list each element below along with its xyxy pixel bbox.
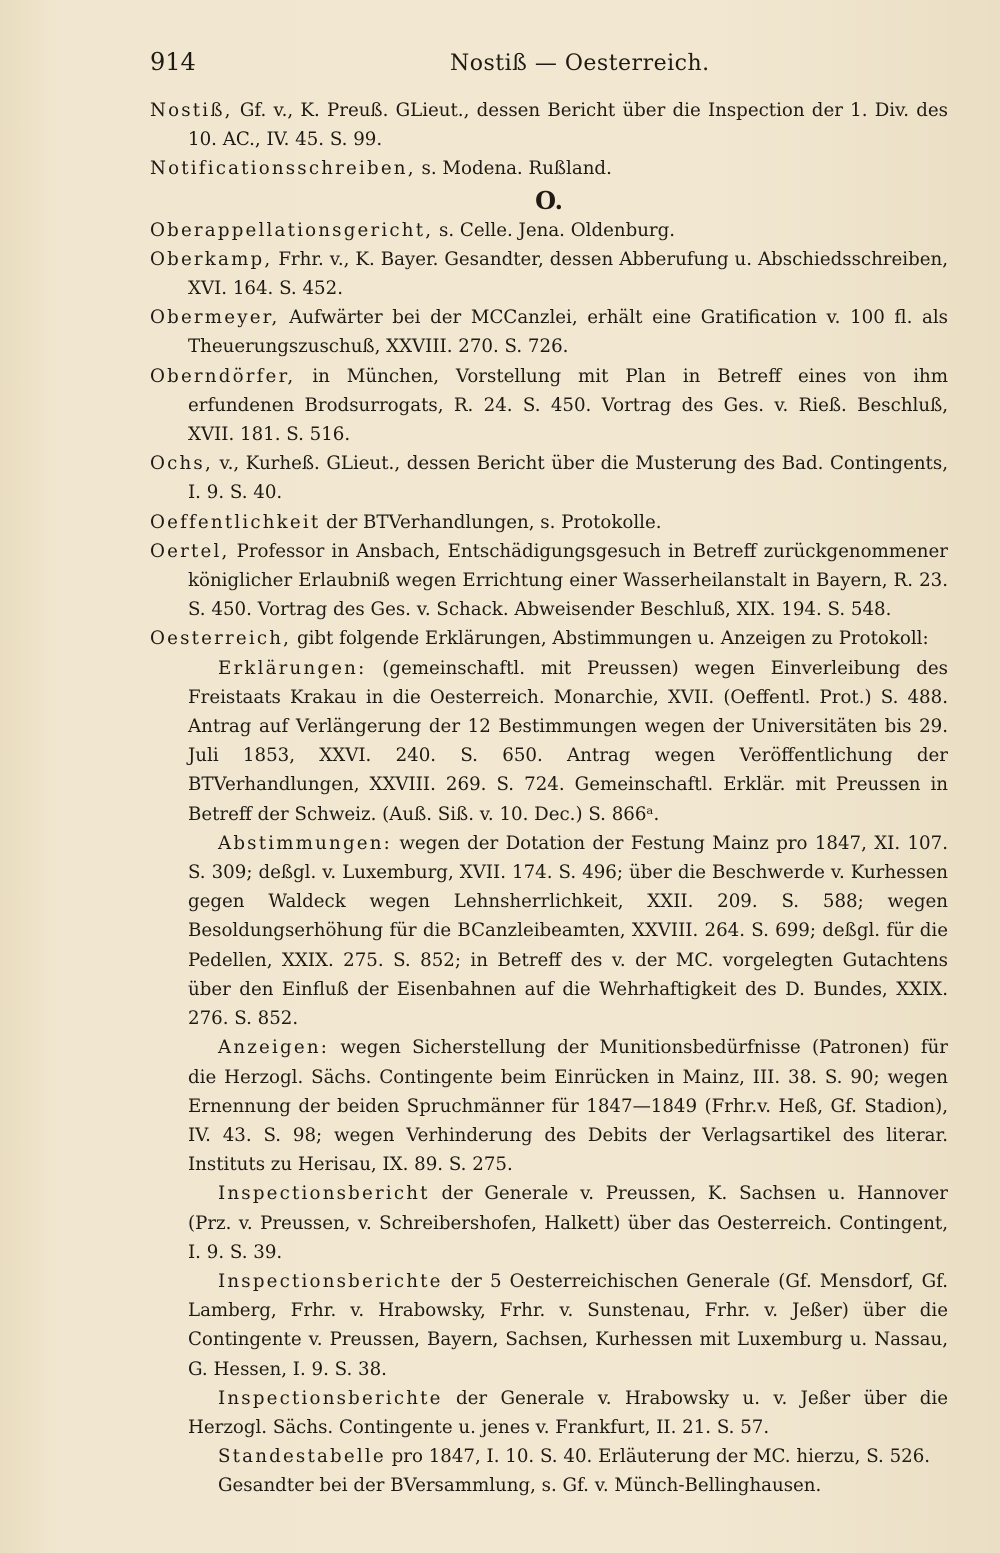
subentry-lemma: Anzeigen:: [218, 1037, 330, 1059]
subentry-lemma: Abstimmungen:: [218, 832, 393, 854]
subentry-text: Gesandter bei der BVersammlung, s. Gf. v. Münch-Bellinghausen.: [218, 1475, 822, 1497]
index-entry: [150, 303, 948, 361]
index-entry: [150, 449, 948, 507]
subentry-text: wegen der Dotation der Festung Mainz pro 1847, XI. 107. S. 309; deßgl. v. Luxemburg, XVII. 174. S. 496; über die Beschwerde v. Kurhessen gegen Waldeck wegen Lehnsherrlichkeit, XXII. 209. S. 588; wegen Besoldungserhöhung für die BCanzleibeamten, XXVIII. 264. S. 699; deßgl. für die Pedellen, XXIX. 275. S. 852; in Betreff des v. der MC. vorgelegten Gutachtens über den Einfluß der Eisenbahnen auf die Wehrhaftigkeit des D. Bundes, XXIX. 276. S. 852.: [188, 832, 948, 1030]
entry-lemma: Oesterreich,: [150, 628, 292, 650]
index-entry: [150, 216, 948, 245]
entry-lemma: Oberappellationsgericht,: [150, 219, 434, 241]
section-letter: O.: [535, 185, 563, 215]
index-subentry: [150, 1267, 948, 1384]
entry-text: gibt folgende Erklärungen, Abstimmungen u. Anzeigen zu Protokoll:: [296, 628, 929, 650]
subentry-lemma: Erklärungen:: [218, 657, 367, 679]
entry-text: s. Celle. Jena. Oldenburg.: [439, 219, 676, 241]
entry-text: in München, Vorstellung mit Plan in Betreff eines von ihm erfundenen Brodsurrogats, R. 24. S. 450. Vortrag des Ges. v. Rieß. Beschluß, XVII. 181. S. 516.: [188, 365, 948, 446]
index-entry: [150, 245, 948, 303]
index-subentry: [150, 654, 948, 829]
index-subentry: [150, 1033, 948, 1179]
index-entry: [150, 362, 948, 450]
subentry-lemma: Inspectionsberichte: [218, 1387, 443, 1409]
entry-lemma: Nostiß,: [150, 100, 233, 121]
index-subentry: [150, 1471, 948, 1500]
entry-lemma: Obermeyer,: [150, 307, 280, 329]
entry-text: Professor in Ansbach, Entschädigungsgesuch in Betreff zurückgenommener königlicher Erlaubniß wegen Errichtung einer Wasserheilanstalt in Bayern, R. 23. S. 450. Vortrag des Ges. v. Schack. Abweisender Beschluß, XIX. 194. S. 548.: [188, 540, 948, 621]
subentry-text: (gemeinschaftl. mit Preussen) wegen Einverleibung des Freistaats Krakau in die Oesterreich. Monarchie, XVII. (Oeffentl. Prot.) S. 488. Antrag auf Verlängerung der 12 Bestimmungen wegen der Universitäten bis 29. Juli 1853, XXVI. 240. S. 650. Antrag wegen Veröffentlichung der BTVerhandlungen, XXVIII. 269. S. 724. Gemeinschaftl. Erklär. mit Preussen in Betreff der Schweiz. (Auß. Siß. v. 10. Dec.) S. 866ᵃ.: [188, 657, 948, 825]
entry-text: Frhr. v., K. Bayer. Gesandter, dessen Abberufung u. Abschiedsschreiben, XVI. 164. S. 452.: [188, 248, 948, 300]
index-subentry: [150, 1384, 948, 1442]
page-number: 914: [150, 48, 196, 76]
subentry-lemma: Standestabelle: [218, 1446, 386, 1468]
entry-lemma: Oertel,: [150, 540, 230, 562]
index-entry: [150, 508, 948, 537]
entry-lemma: Oberkamp,: [150, 248, 273, 270]
index-subentry: [150, 829, 948, 1033]
subentry-text: wegen Sicherstellung der Munitionsbedürfnisse (Patronen) für die Herzogl. Sächs. Contingente beim Einrücken in Mainz, III. 38. S. 90; wegen Ernennung der beiden Spruchmänner für 1847—1849 (Frhr.v. Heß, Gf. Stadion), IV. 43. S. 98; wegen Verhinderung des Debits der Verlagsartikel des literar. Instituts zu Herisau, IX. 89. S. 275.: [188, 1037, 948, 1176]
index-subentry: [150, 1179, 948, 1267]
entry-lemma: Ochs,: [150, 453, 213, 475]
entry-text: Gf. v., K. Preuß. GLieut., dessen Bericht über die Inspection der 1. Div. des 10. AC., IV. 45. S. 99.: [188, 100, 948, 151]
subentry-text: der Generale v. Hrabowsky u. v. Jeßer über die Herzogl. Sächs. Contingente u. jenes v. Frankfurt, II. 21. S. 57.: [188, 1387, 948, 1438]
entry-text: s. Modena. Rußland.: [421, 158, 612, 180]
subentry-text: der 5 Oesterreichischen Generale (Gf. Mensdorf, Gf. Lamberg, Frhr. v. Hrabowsky, Frhr. v. Sunstenau, Frhr. v. Jeßer) über die Contingente v. Preussen, Bayern, Sachsen, Kurhessen mit Luxemburg u. Nassau, G. Hessen, I. 9. S. 38.: [188, 1270, 948, 1380]
index-entry: [150, 624, 948, 653]
entry-lemma: Oberndörfer,: [150, 365, 296, 387]
index-entry: [150, 154, 948, 183]
entry-lemma: Oeffentlichkeit: [150, 511, 321, 533]
page-header: [150, 48, 948, 82]
entry-text: v., Kurheß. GLieut., dessen Bericht über die Musterung des Bad. Contingents, I. 9. S. 40.: [188, 453, 948, 504]
index-subentry: [150, 1442, 948, 1471]
index-entry: [150, 96, 948, 154]
subentry-text: pro 1847, I. 10. S. 40. Erläuterung der MC. hierzu, S. 526.: [391, 1446, 931, 1468]
index-entry: [150, 537, 948, 625]
subentry-lemma: Inspectionsbericht: [218, 1183, 430, 1205]
subentry-lemma: Inspectionsberichte: [218, 1270, 443, 1292]
entry-lemma: Notificationsschreiben,: [150, 158, 416, 180]
entry-text: der BTVerhandlungen, s. Protokolle.: [326, 511, 662, 533]
running-title: Nostiß — Oesterreich.: [450, 51, 710, 76]
entry-text: Aufwärter bei der MCCanzlei, erhält eine Gratification v. 100 fl. als Theuerungszuschuß, XXVIII. 270. S. 726.: [188, 307, 948, 358]
subentry-text: der Generale v. Preussen, K. Sachsen u. Hannover (Prz. v. Preussen, v. Schreibershofen, Halkett) über das Oesterreich. Contingent, I. 9. S. 39.: [188, 1183, 948, 1263]
